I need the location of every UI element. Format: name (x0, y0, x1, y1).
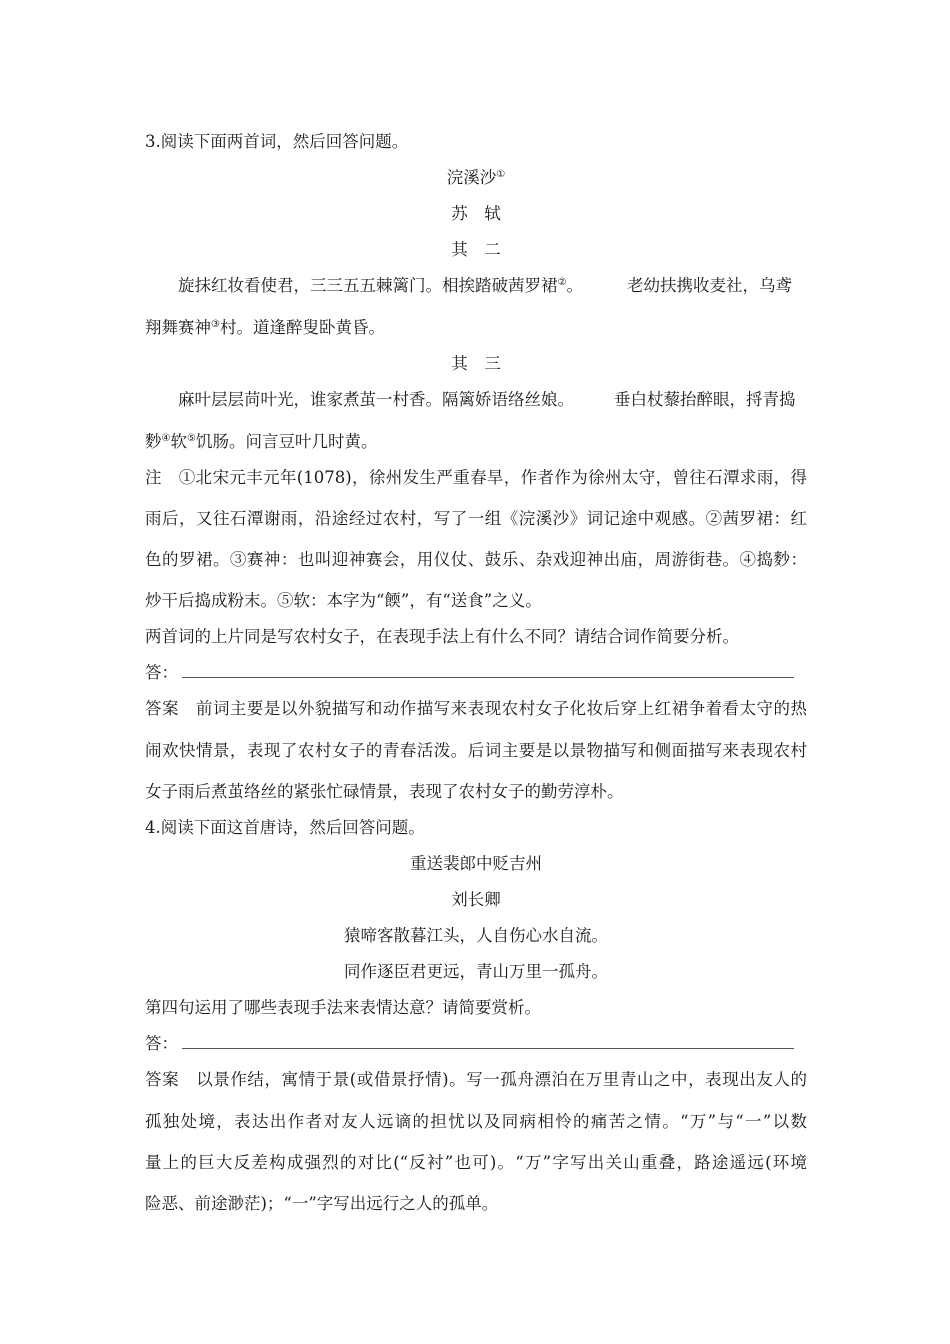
q4-answer-line: 量上的巨大反差构成强烈的对比(“反衬”也可)。“万”字写出关山重叠，路途遥远(环境 (145, 1153, 807, 1172)
footnote-marker-2: ② (557, 277, 567, 288)
q4-prompt: 4.阅读下面这首唐诗，然后回答问题。 (145, 818, 425, 837)
q3-part2-heading: 其 二 (451, 240, 501, 259)
q4-poem-line: 猿啼客散暮江头，人自伤心水自流。 (344, 926, 608, 945)
footnote-marker-3: ③ (211, 319, 220, 330)
q3-prompt: 3.阅读下面两首词，然后回答问题。 (145, 132, 409, 151)
q3-note-line: 雨后，又往石潭谢雨，沿途经过农村，写了一组《浣溪沙》词记途中观感。②茜罗裙：红 (145, 509, 807, 528)
q4-answer-line: 险恶、前途渺茫)；“一”字写出远行之人的孤单。 (145, 1194, 499, 1213)
q3-note-line: 注 ①北宋元丰元年(1078)，徐州发生严重春旱，作者作为徐州太守，曾往石潭求雨，得 (145, 468, 807, 487)
q3-part2-line2-b: 村。道逢醉叟卧黄昏。 (219, 318, 385, 337)
footnote-marker-5: ⑤ (186, 433, 196, 444)
q3-answer-line: 答案 前词主要是以外貌描写和动作描写来表现农村女子化妆后穿上红裙争着看太守的热 (145, 699, 807, 718)
q3-part2-line1-a: 旋抹红妆看使君，三三五五棘篱门。相挨踏破茜罗裙 (178, 276, 558, 295)
q4-answer-label: 答： (145, 1034, 178, 1053)
q3-note-line: 炒干后捣成粉末。⑤软：本字为“餪”，有“送食”之义。 (145, 591, 542, 610)
q3-part2-line2-a: 翔舞赛神 (145, 318, 211, 337)
q4-author: 刘长卿 (451, 890, 501, 909)
q3-part3-line2-c: 饥肠。问言豆叶几时黄。 (195, 432, 378, 451)
q3-part2-line1-b: 。 (566, 276, 583, 295)
q4-answer-input-line[interactable] (182, 1034, 794, 1049)
q3-part3-line2 (145, 428, 807, 452)
q3-answer-line: 闹欢快情景，表现了农村女子的青春活泼。后词主要是以景物描写和侧面描写来表现农村 (145, 741, 807, 760)
q3-title-footnote-marker: ① (496, 169, 506, 180)
q3-part3-line1-a: 麻叶层层苘叶光，谁家煮茧一村香。隔篱娇语络丝娘。 (178, 390, 574, 409)
q3-part2-line1 (145, 272, 840, 296)
q4-poem-line: 同作逐臣君更远，青山万里一孤舟。 (344, 962, 608, 981)
q3-author: 苏 轼 (451, 204, 501, 223)
q3-answer-label: 答： (145, 663, 178, 682)
q4-question: 第四句运用了哪些表现手法来表情达意？请简要赏析。 (145, 998, 541, 1017)
q3-part3-line2-b: 软 (170, 432, 187, 451)
q3-part3-line2-a: 麨 (145, 432, 162, 451)
q3-part3-heading: 其 三 (451, 354, 501, 373)
q4-answer-line: 孤独处境，表达出作者对友人远谪的担忧以及同病相怜的痛苦之情。“万”与“一”以数 (145, 1112, 807, 1131)
q3-answer-blank (145, 659, 807, 683)
q3-question: 两首词的上片同是写农村女子，在表现手法上有什么不同？请结合词作简要分析。 (145, 627, 739, 646)
q3-poem-title (145, 164, 807, 188)
q3-note-line: 色的罗裙。③赛神：也叫迎神赛会，用仪仗、鼓乐、杂戏迎神出庙，周游街巷。④捣麨： (145, 550, 807, 569)
q3-poem-title-text: 浣溪沙 (446, 168, 497, 187)
q3-part2-line1-c: 老幼扶携收麦社，乌鸢 (626, 276, 792, 295)
q4-answer-blank (145, 1030, 807, 1054)
q3-part2-line2 (145, 314, 807, 338)
q3-answer-input-line[interactable] (182, 663, 794, 678)
q4-answer-line: 答案 以景作结，寓情于景(或借景抒情)。写一孤舟漂泊在万里青山之中，表现出友人的 (145, 1070, 807, 1089)
q4-poem-title: 重送裴郎中贬吉州 (410, 854, 542, 873)
q3-answer-line: 女子雨后煮茧络丝的紧张忙碌情景，表现了农村女子的勤劳淳朴。 (145, 782, 624, 801)
q3-part3-line1-c: 垂白杖藜抬醉眼，捋青捣 (614, 390, 796, 409)
footnote-marker-4: ④ (161, 433, 171, 444)
q3-part3-line1 (145, 386, 840, 410)
